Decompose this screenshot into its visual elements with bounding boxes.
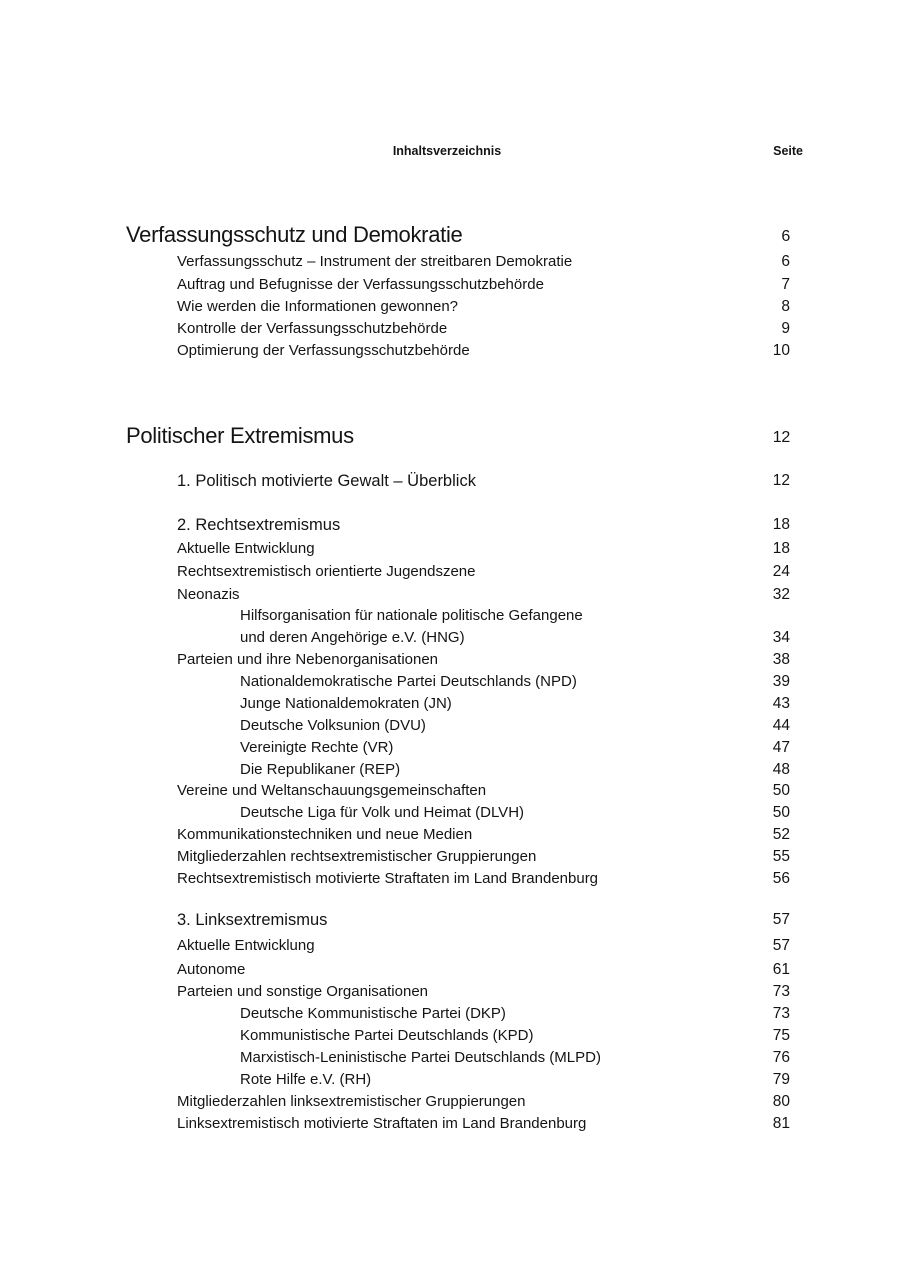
- toc-page-number: 43: [772, 695, 790, 712]
- toc-page-number: 57: [772, 911, 790, 928]
- toc-label: 3. Linksextremismus: [177, 911, 328, 929]
- toc-label: Kommunistische Partei Deutschlands (KPD): [240, 1027, 534, 1044]
- toc-label: Mitgliederzahlen linksextremistischer Gruppierungen: [177, 1093, 526, 1110]
- toc-page-number: 32: [772, 586, 790, 603]
- toc-page-number: 81: [772, 1115, 790, 1132]
- toc-page-number: 55: [772, 848, 790, 865]
- toc-page-number: 7: [781, 276, 790, 293]
- toc-label: Kommunikationstechniken und neue Medien: [177, 826, 473, 843]
- toc-page-number: 6: [781, 228, 790, 245]
- toc-page-number: 52: [772, 826, 790, 843]
- toc-page-number: 50: [772, 782, 790, 799]
- toc-page-number: 50: [772, 804, 790, 821]
- toc-label: Autonome: [177, 961, 246, 978]
- toc-page-number: 12: [772, 472, 790, 489]
- toc-label: Wie werden die Informationen gewonnen?: [177, 298, 459, 315]
- toc-page-number: 75: [772, 1027, 790, 1044]
- toc-label: Deutsche Kommunistische Partei (DKP): [240, 1005, 506, 1022]
- toc-label: Vereine und Weltanschauungsgemeinschaften: [177, 782, 487, 799]
- toc-label: Aktuelle Entwicklung: [177, 937, 315, 954]
- toc-label: Nationaldemokratische Partei Deutschlands (NPD): [240, 673, 577, 690]
- toc-label: Politischer Extremismus: [126, 423, 354, 448]
- toc-label: Aktuelle Entwicklung: [177, 540, 315, 557]
- toc-label: Rechtsextremistisch motivierte Straftaten im Land Brandenburg: [177, 870, 599, 887]
- toc-page-number: 18: [772, 516, 790, 533]
- toc-label: Mitgliederzahlen rechtsextremistischer Gruppierungen: [177, 848, 537, 865]
- toc-label: Parteien und sonstige Organisationen: [177, 983, 429, 1000]
- toc-label: Marxistisch-Leninistische Partei Deutschlands (MLPD): [240, 1049, 601, 1066]
- toc-page-number: 9: [781, 320, 790, 337]
- toc-page-number: 47: [772, 739, 790, 756]
- toc-label: Auftrag und Befugnisse der Verfassungsschutzbehörde: [177, 276, 544, 293]
- toc-label: Verfassungsschutz – Instrument der streitbaren Demokratie: [177, 253, 573, 270]
- toc-label: Linksextremistisch motivierte Straftaten im Land Brandenburg: [177, 1115, 587, 1132]
- toc-label: Deutsche Volksunion (DVU): [240, 717, 426, 734]
- toc-page-number: 73: [772, 1005, 790, 1022]
- toc-page-number: 73: [772, 983, 790, 1000]
- toc-label: Hilfsorganisation für nationale politische Gefangene: [240, 607, 583, 624]
- toc-label: Rechtsextremistisch orientierte Jugendszene: [177, 563, 476, 580]
- toc-page-number: 44: [772, 717, 790, 734]
- toc-page-number: 8: [781, 298, 790, 315]
- toc-label: Parteien und ihre Nebenorganisationen: [177, 651, 439, 668]
- toc-page-number: 76: [772, 1049, 790, 1066]
- toc-page-number: 12: [772, 429, 790, 446]
- toc-page-number: 24: [772, 563, 790, 580]
- toc-page-number: 61: [772, 961, 790, 978]
- toc-page-number: 10: [772, 342, 790, 359]
- toc-page-number: 48: [772, 761, 790, 778]
- toc-label: Junge Nationaldemokraten (JN): [240, 695, 452, 712]
- toc-title: Inhaltsverzeichnis: [392, 144, 502, 158]
- toc-page-number: 56: [772, 870, 790, 887]
- toc-label: Vereinigte Rechte (VR): [240, 739, 394, 756]
- toc-page-number: 57: [772, 937, 790, 954]
- toc-page-number: 34: [772, 629, 790, 646]
- toc-label: Die Republikaner (REP): [240, 761, 401, 778]
- toc-page-number: 39: [772, 673, 790, 690]
- toc-page-number: 18: [772, 540, 790, 557]
- toc-label: Verfassungsschutz und Demokratie: [126, 222, 463, 247]
- toc-label: Optimierung der Verfassungsschutzbehörde: [177, 342, 470, 359]
- toc-label: Neonazis: [177, 586, 240, 603]
- toc-page-number: 79: [772, 1071, 790, 1088]
- toc-label: Deutsche Liga für Volk und Heimat (DLVH): [240, 804, 525, 821]
- toc-header: [0, 144, 900, 162]
- toc-page-number: 38: [772, 651, 790, 668]
- toc-page-number: 6: [781, 253, 790, 270]
- toc-label: Kontrolle der Verfassungsschutzbehörde: [177, 320, 448, 337]
- page-column-heading: Seite: [773, 144, 803, 158]
- toc-page-number: 80: [772, 1093, 790, 1110]
- toc-label: 2. Rechtsextremismus: [177, 516, 341, 534]
- toc-label: und deren Angehörige e.V. (HNG): [240, 629, 465, 646]
- toc-label: 1. Politisch motivierte Gewalt – Überblick: [177, 472, 476, 490]
- toc-label: Rote Hilfe e.V. (RH): [240, 1071, 372, 1088]
